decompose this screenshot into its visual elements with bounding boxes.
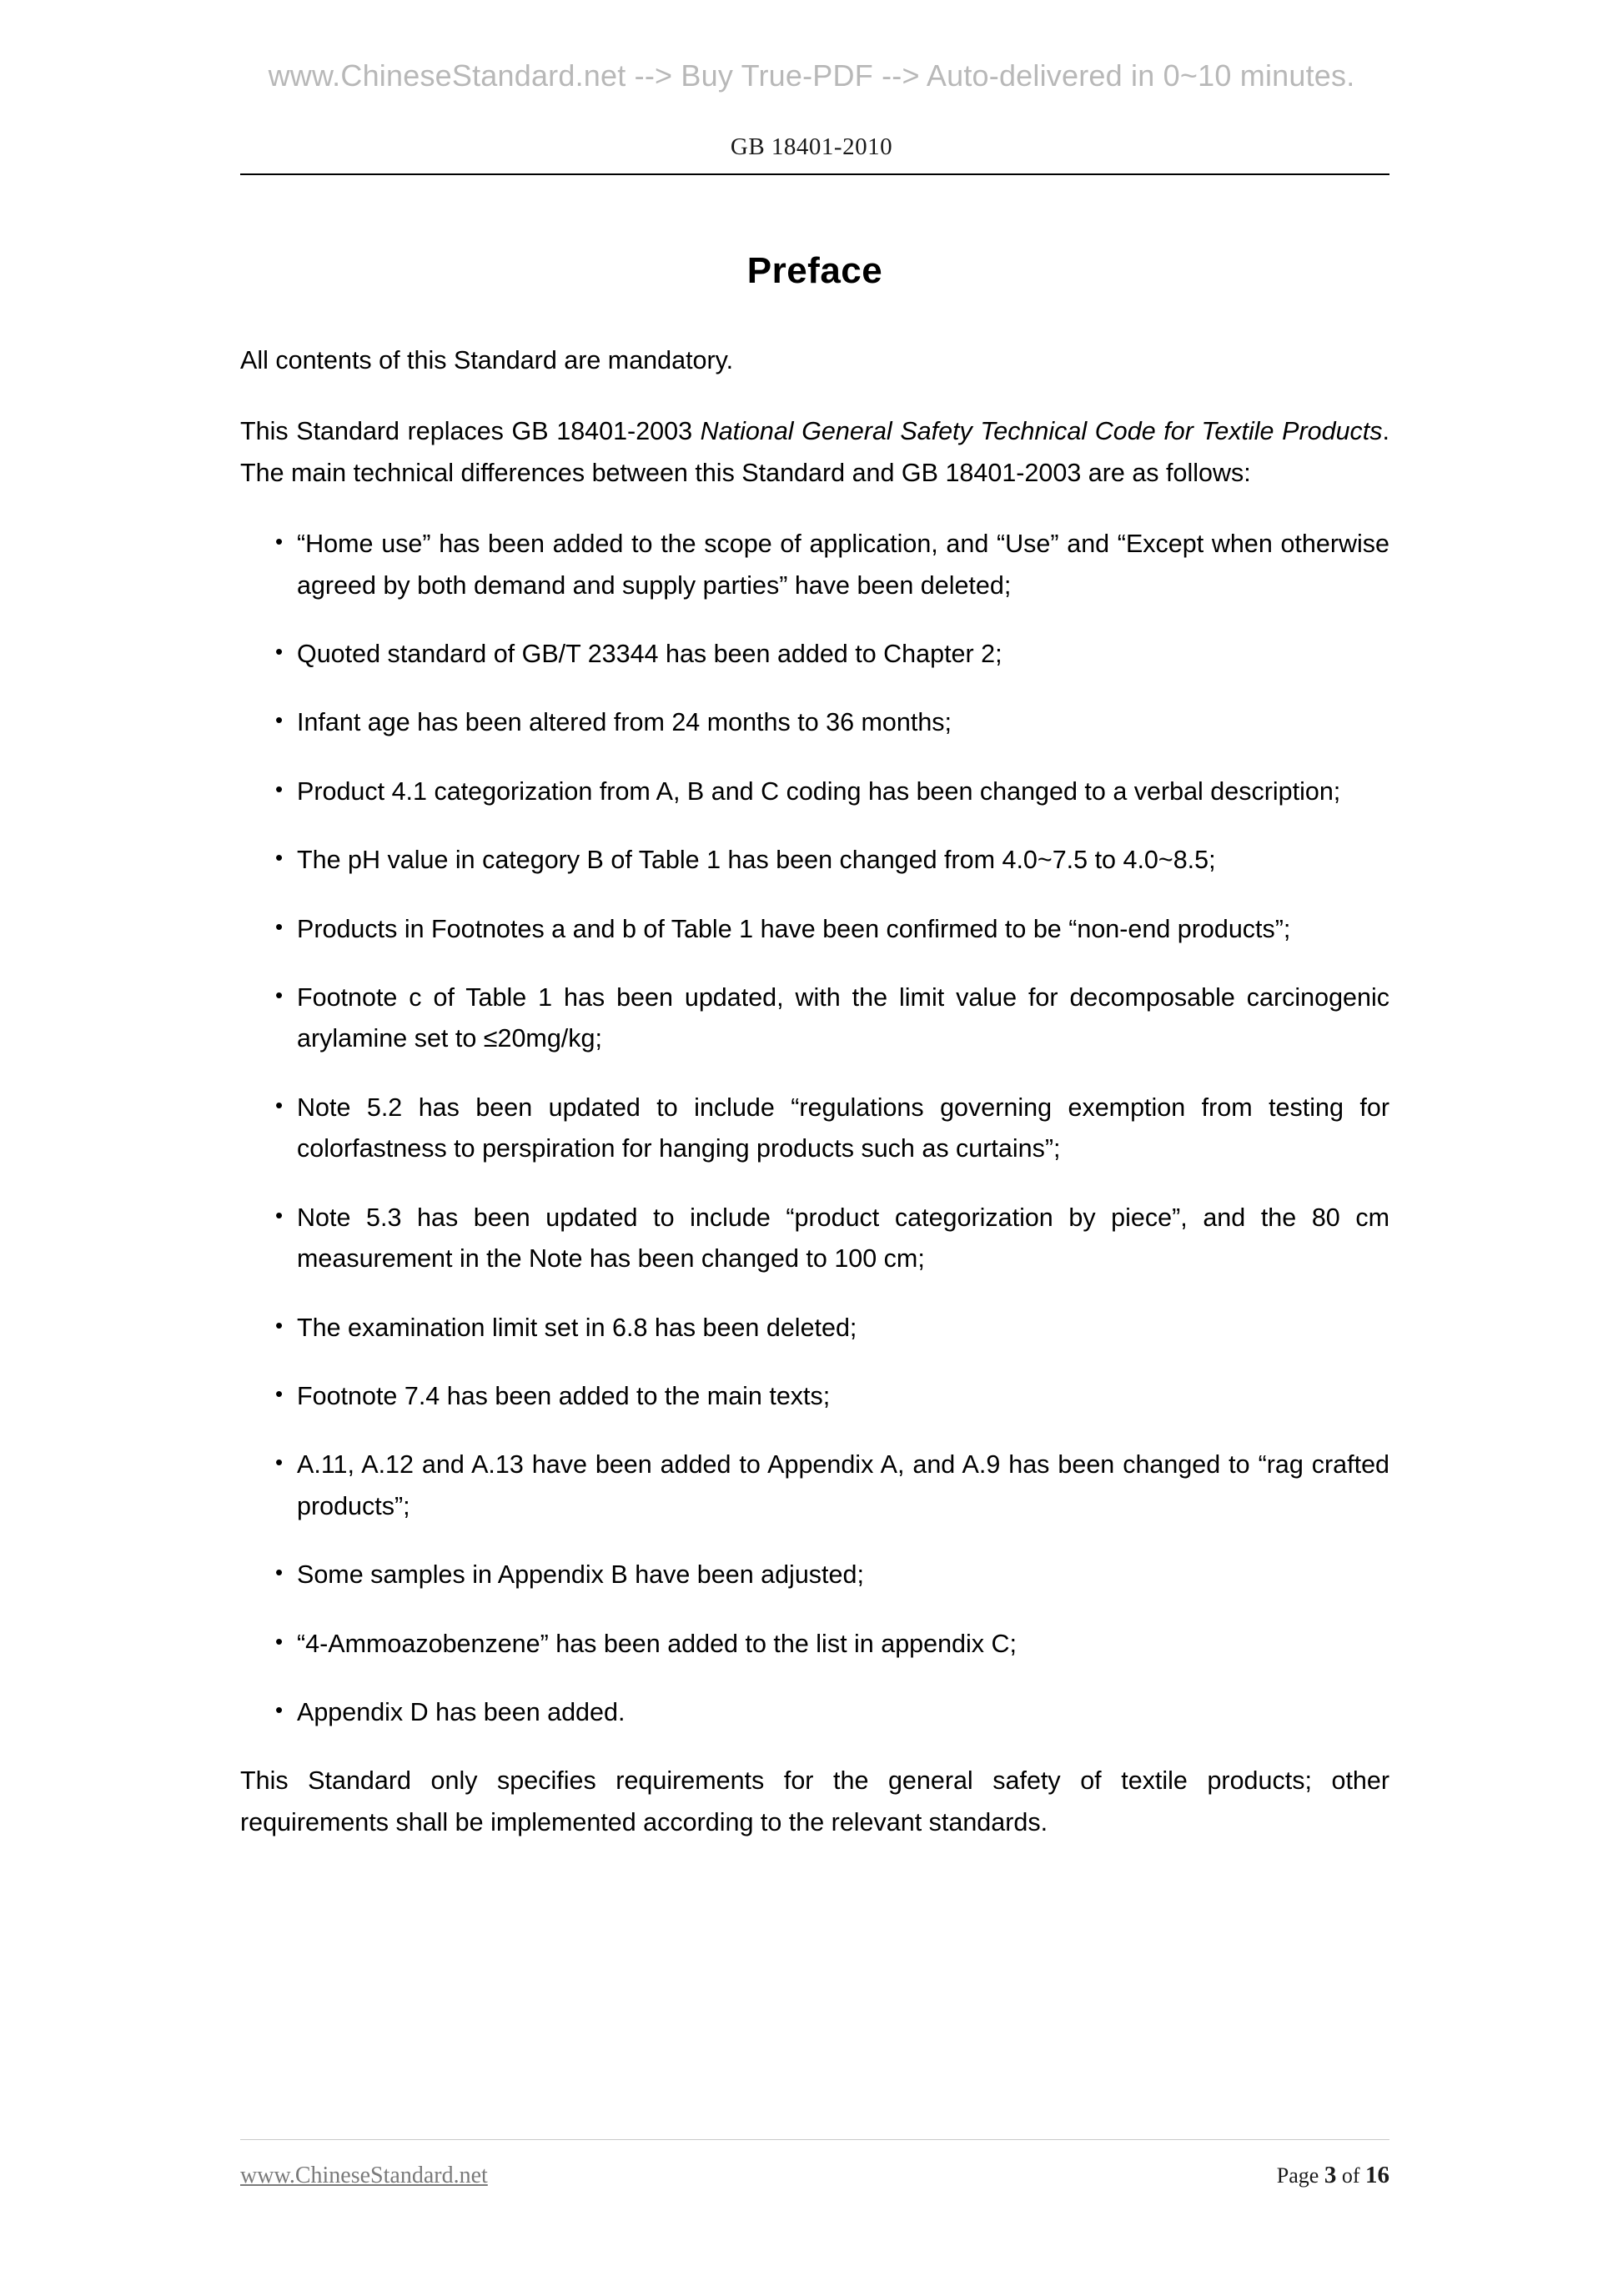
footer-total-pages: 16 xyxy=(1365,2162,1389,2188)
differences-list xyxy=(240,524,1389,1733)
page-title: Preface xyxy=(746,250,883,291)
footer-page-prefix: Page xyxy=(1276,2163,1324,2188)
list-item: • Some samples in Appendix B have been adjusted; xyxy=(272,1555,1389,1595)
list-item: • Appendix D has been added. xyxy=(272,1692,1389,1733)
footer-page-middle: of xyxy=(1336,2163,1365,2188)
list-item: • A.11, A.12 and A.13 have been added to Appendix A, and A.9 has been changed to “rag crafted products”; xyxy=(272,1444,1389,1527)
document-content xyxy=(240,217,1389,1873)
list-item: • Infant age has been altered from 24 months to 36 months; xyxy=(272,702,1389,743)
document-code: GB 18401-2010 xyxy=(730,133,893,160)
list-item: • The pH value in category B of Table 1 has been changed from 4.0~7.5 to 4.0~8.5; xyxy=(272,840,1389,881)
footer-page-number xyxy=(1277,2162,1389,2189)
replaces-standard-title: National General Safety Technical Code for Textile Products xyxy=(700,417,1383,446)
list-item: • Footnote c of Table 1 has been updated, with the limit value for decomposable carcinogenic arylamine set to ≤20mg/kg; xyxy=(272,977,1389,1060)
list-item: • Note 5.2 has been updated to include “regulations governing exemption from testing for colorfastness to perspiration for hanging products such as curtains”; xyxy=(272,1088,1389,1170)
list-item: • “Home use” has been added to the scope of application, and “Use” and “Except when otherwise agreed by both demand and supply parties” have been deleted; xyxy=(272,524,1389,606)
footer-site-link[interactable]: www.ChineseStandard.net xyxy=(240,2163,488,2188)
replaces-text-part1: This Standard replaces GB 18401-2003 xyxy=(240,417,701,446)
list-item: • Quoted standard of GB/T 23344 has been added to Chapter 2; xyxy=(272,634,1389,675)
list-item: • Products in Footnotes a and b of Table 1 have been confirmed to be “non-end products”; xyxy=(272,909,1389,950)
footer-divider xyxy=(240,2139,1389,2140)
watermark-text: www.ChineseStandard.net --> Buy True-PDF --> Auto-delivered in 0~10 minutes. xyxy=(268,58,1355,93)
list-item: • The examination limit set in 6.8 has been deleted; xyxy=(272,1308,1389,1349)
list-item: • Product 4.1 categorization from A, B and C coding has been changed to a verbal description; xyxy=(272,771,1389,812)
page-footer xyxy=(240,2162,1389,2189)
footer-current-page: 3 xyxy=(1324,2162,1337,2188)
intro-paragraph: All contents of this Standard are mandatory. xyxy=(240,346,734,374)
list-item: • Footnote 7.4 has been added to the main texts; xyxy=(272,1376,1389,1417)
replaces-text-part2: . The main technical differences between this Standard and GB 18401-2003 are as follows: xyxy=(240,417,1389,487)
header-divider xyxy=(240,173,1389,175)
replaces-paragraph xyxy=(240,411,1389,494)
list-item: • “4-Ammoazobenzene” has been added to the list in appendix C; xyxy=(272,1624,1389,1665)
closing-paragraph: This Standard only specifies requirements for the general safety of textile products; other requirements shall be implemented according to the relevant standards. xyxy=(240,1766,1389,1836)
list-item: • Note 5.3 has been updated to include “product categorization by piece”, and the 80 cm measurement in the Note has been changed to 100 cm; xyxy=(272,1198,1389,1280)
